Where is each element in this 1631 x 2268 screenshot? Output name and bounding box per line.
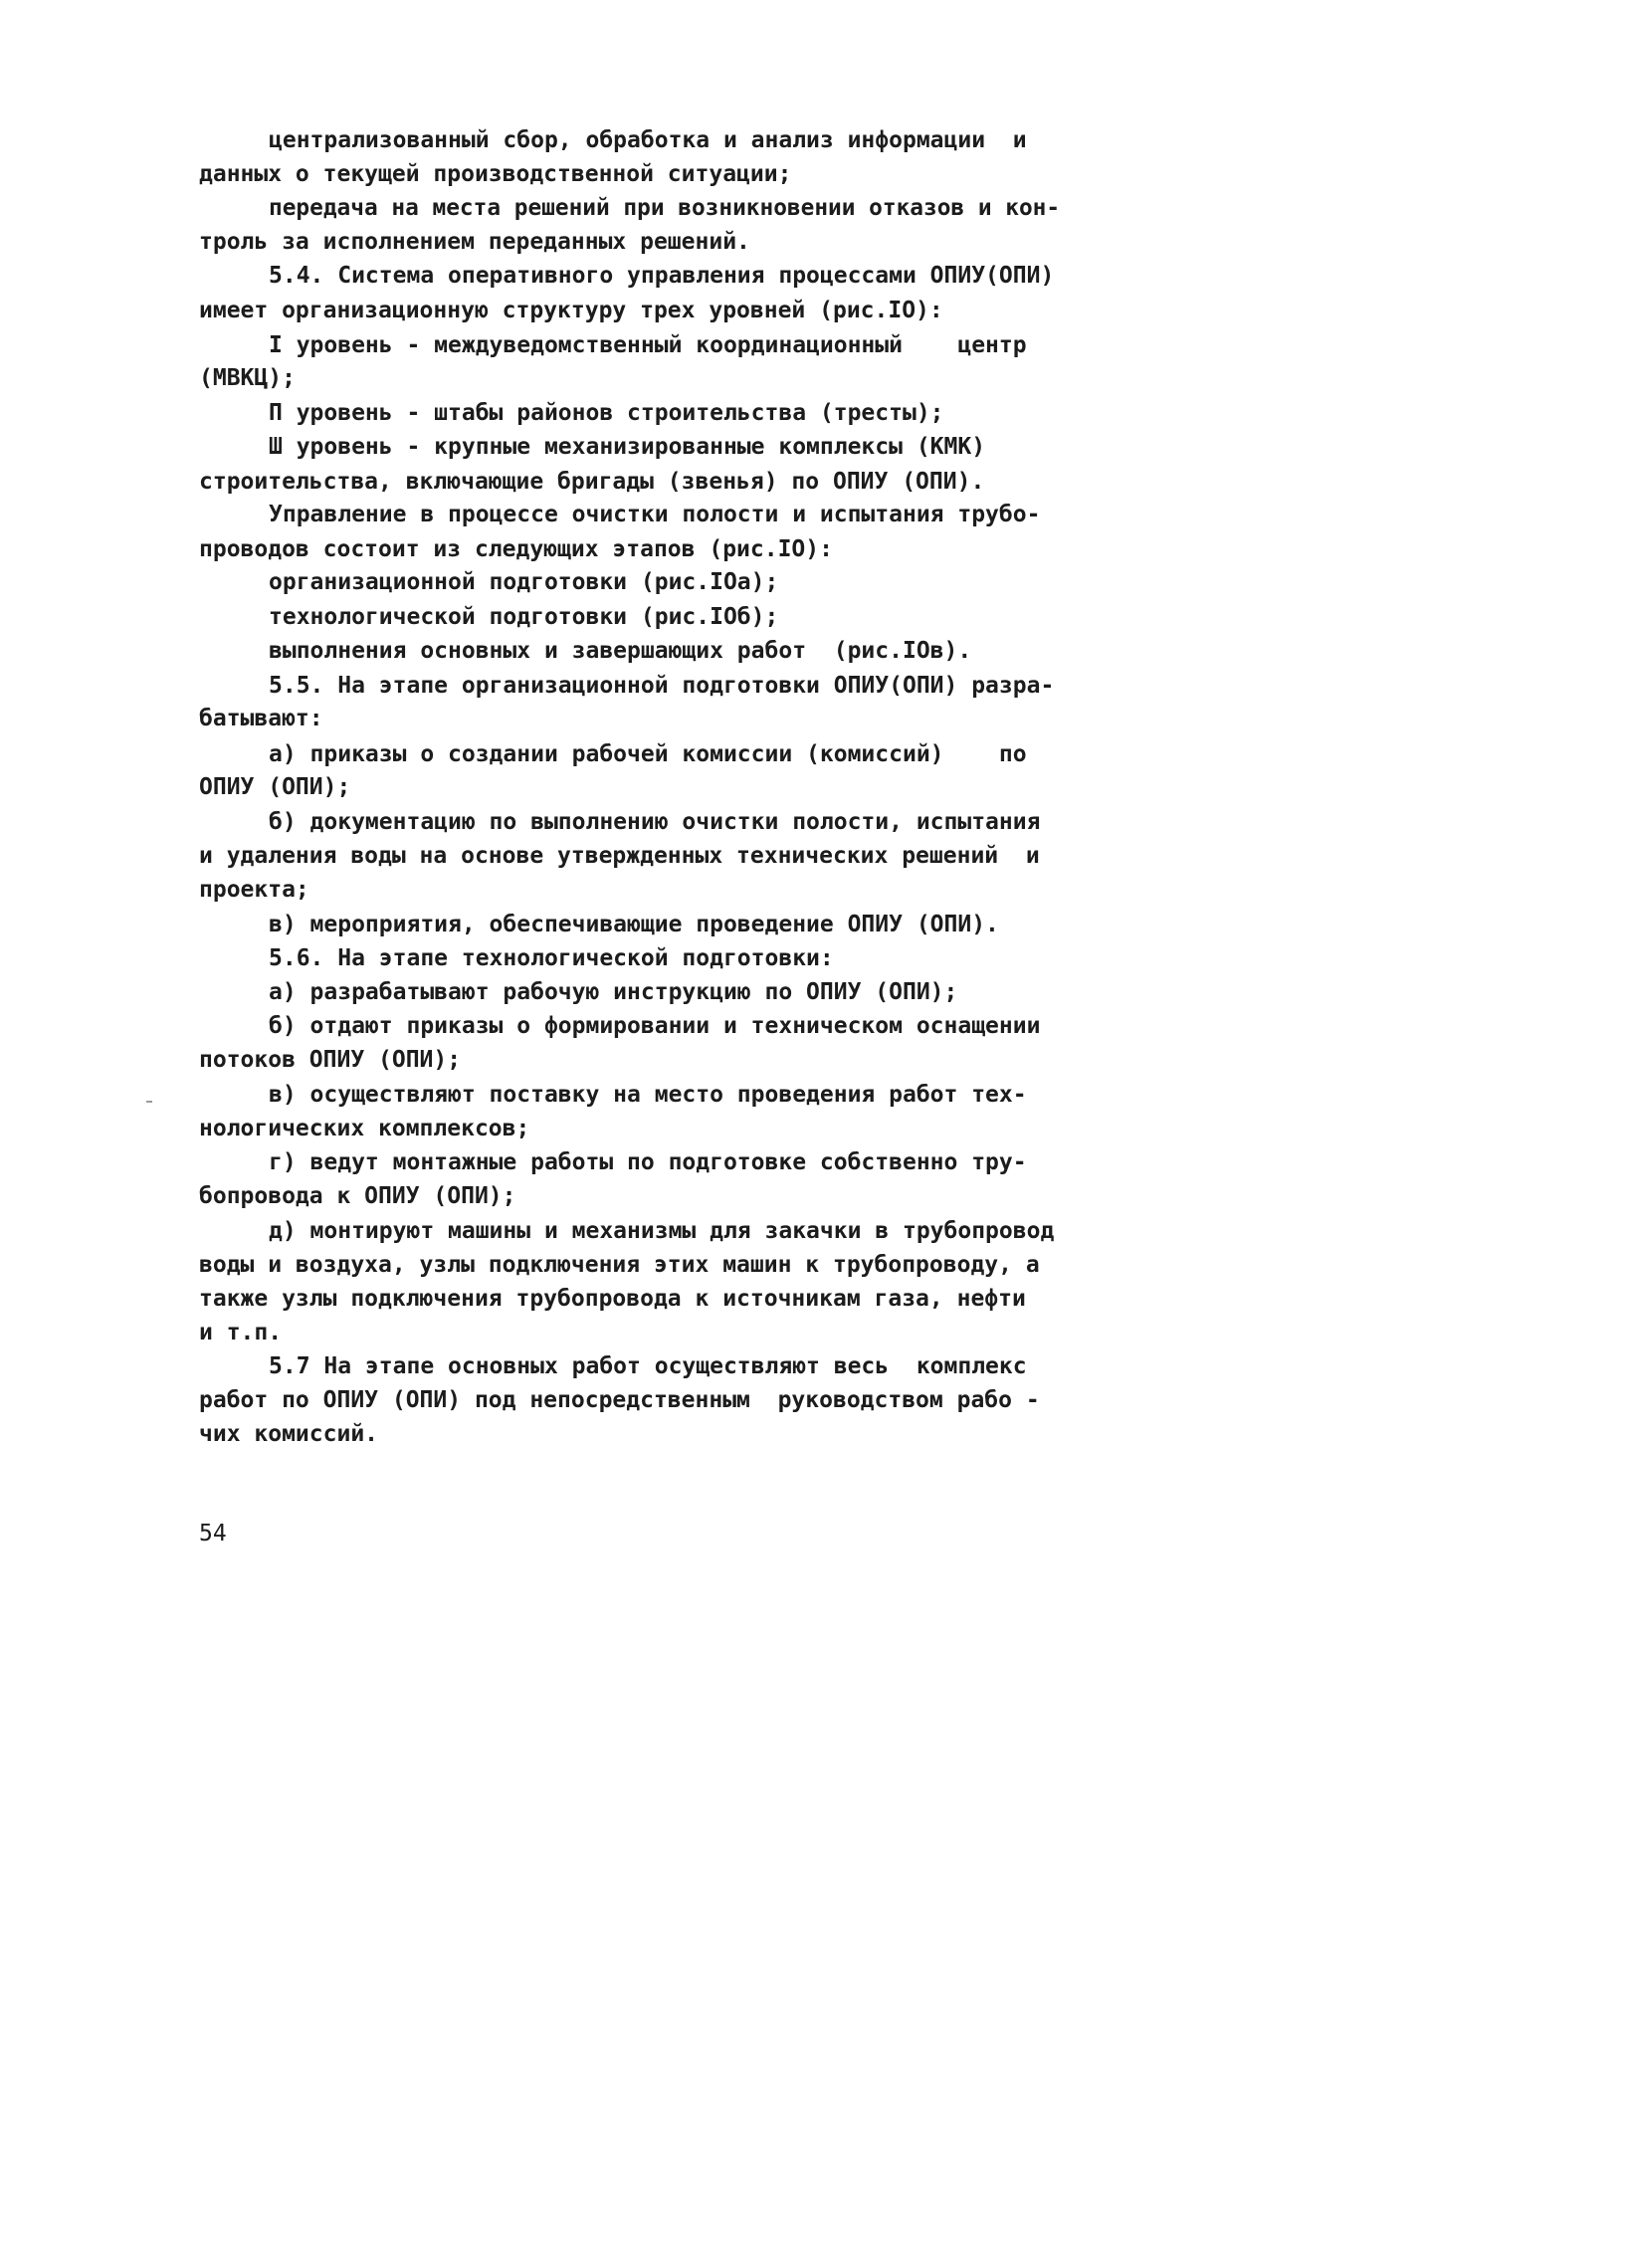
text-line: в) мероприятия, обеспечивающие проведение ОПИУ (ОПИ). [269,912,999,937]
text-line: и т.п. [199,1320,283,1345]
text-line: технологической подготовки (рис.IOб); [269,604,779,630]
text-line: чих комиссий. [199,1421,379,1447]
text-line: 5.4. Система оперативного управления процессами ОПИУ(ОПИ) [269,263,1055,289]
text-line: а) приказы о создании рабочей комиссии (комиссий) по [269,741,1027,767]
text-line: проекта; [199,877,309,903]
text-line: проводов состоит из следующих этапов (рис.IO): [199,536,833,562]
text-line: П уровень - штабы районов строительства (тресты); [269,400,944,426]
text-line: а) разрабатывают рабочую инструкцию по ОПИУ (ОПИ); [269,979,958,1005]
text-line: и удаления воды на основе утвержденных технических решений и [199,843,1040,869]
text-line: централизованный сбор, обработка и анализ информации и [269,127,1027,153]
text-line: б) документацию по выполнению очистки полости, испытания [269,809,1041,835]
text-line: в) осуществляют поставку на место проведения работ тех- [269,1082,1027,1108]
text-line: также узлы подключения трубопровода к источникам газа, нефти [199,1286,1026,1312]
text-line: передача на места решений при возникновении отказов и кон- [269,195,1061,221]
document-page [0,0,1139,1583]
text-line: данных о текущей производственной ситуации; [199,161,792,187]
text-line: 5.6. На этапе технологической подготовки: [269,945,834,971]
text-line: потоков ОПИУ (ОПИ); [199,1047,462,1073]
text-line: работ по ОПИУ (ОПИ) под непосредственным руководством рабо - [199,1387,1040,1413]
text-line: нологических комплексов; [199,1116,530,1141]
text-line: выполнения основных и завершающих работ (рис.IOв). [269,638,972,664]
text-line: бопровода к ОПИУ (ОПИ); [199,1183,516,1209]
text-line: строительства, включающие бригады (звенья) по ОПИУ (ОПИ). [199,469,985,495]
text-line: I уровень - междуведомственный координационный центр [269,332,1027,358]
text-line: Управление в процессе очистки полости и испытания трубо- [269,502,1041,527]
text-line: троль за исполнением переданных решений. [199,229,750,255]
text-line: имеет организационную структуру трех уровней (рис.IO): [199,298,943,323]
text-line: 5.5. На этапе организационной подготовки ОПИУ(ОПИ) разра- [269,673,1055,699]
page-number: 54 [199,1521,227,1546]
text-line: 5.7 На этапе основных работ осуществляют весь комплекс [269,1353,1027,1379]
text-line: Ш уровень - крупные механизированные комплексы (КМК) [269,434,986,460]
text-line: батывают: [199,706,323,731]
text-line: д) монтируют машины и механизмы для закачки в трубопровод [269,1218,1055,1244]
text-line: г) ведут монтажные работы по подготовке собственно тру- [269,1149,1027,1175]
text-line: б) отдают приказы о формировании и техническом оснащении [269,1013,1041,1039]
text-line: организационной подготовки (рис.IOа); [269,569,779,595]
text-line: (МВКЦ); [199,365,296,391]
text-line: ОПИУ (ОПИ); [199,774,351,800]
margin-mark [146,1101,152,1103]
text-line: воды и воздуха, узлы подключения этих машин к трубопроводу, а [199,1252,1040,1278]
